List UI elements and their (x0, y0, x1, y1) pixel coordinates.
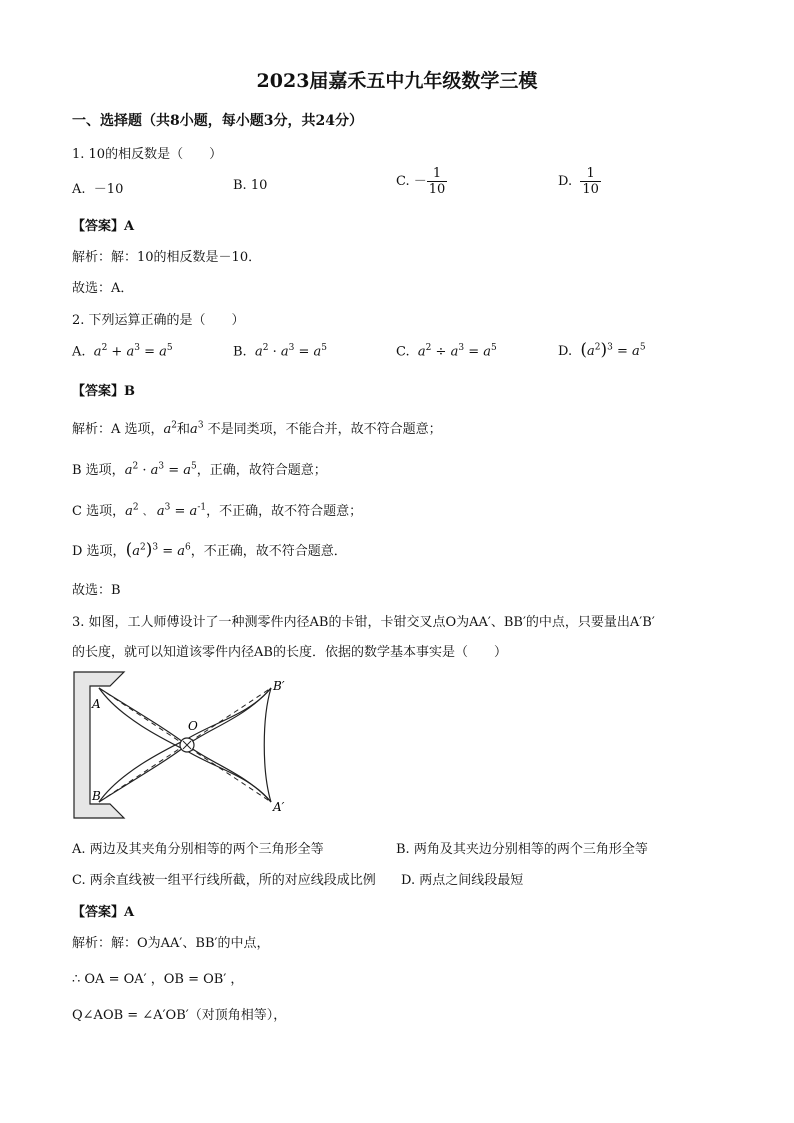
q2-option-b: B. $a^2 \cdot a^3 = a^5$ (233, 343, 328, 360)
q3-line3: Q∠AOB = ∠A′OB′（对顶角相等）， (72, 1008, 287, 1023)
q2-analysis-d: D 选项，$(a^2)^3 = a^6$，不正确，故不符合题意． (72, 540, 347, 560)
page-title: 2023届嘉禾五中九年级数学三模 (256, 70, 538, 92)
q2-analysis-a: 解析：A 选项，$a^2$和$a^3$ 不是同类项，不能合并，故不符合题意； (72, 420, 442, 437)
label-b-prime: B′ (273, 679, 285, 693)
q2-option-d: D. $(a^2)^3 = a^5$ (558, 340, 646, 360)
caliper-figure (70, 668, 300, 828)
q1-choose: 故选：A． (72, 281, 134, 296)
q3-option-d: D. 两点之间线段最短 (401, 873, 524, 888)
q1-stem: 1. 10的相反数是（ ） (72, 147, 223, 162)
q2-analysis-b: B 选项，$a^2 \cdot a^3 = a^5$，正确，故符合题意； (72, 461, 327, 478)
q3-answer: 【答案】A (72, 905, 135, 920)
q1-option-a: A. －10 (72, 182, 124, 197)
q1-option-b: B. 10 (233, 178, 268, 193)
q3-analysis: 解析：解：O为AA′、BB′的中点， (72, 936, 270, 951)
label-a-prime: A′ (273, 800, 285, 814)
q3-line2: ∴ OA = OA′ ，OB = OB′ ， (72, 972, 244, 987)
q1-analysis: 解析：解：10的相反数是－10． (72, 250, 262, 265)
q3-option-c: C. 两余直线被一组平行线所截，所的对应线段成比例 (72, 873, 376, 888)
q2-option-a: A. $a^2 + a^3 = a^5$ (72, 343, 173, 360)
section-heading: 一、选择题（共8小题，每小题3分，共24分） (72, 113, 363, 129)
label-b: B (92, 789, 101, 803)
q3-stem-line1: 3. 如图，工人师傅设计了一种测零件内径AB的卡钳，卡钳交叉点O为AA′、BB′的中点，只要量出A′B′ (72, 615, 655, 630)
label-o: O (188, 719, 198, 733)
q1-option-d: D. $\frac{1}{10}$ (558, 166, 599, 197)
caliper-jaw (264, 688, 271, 802)
q3-stem-line2: 的长度，就可以知道该零件内径AB的长度．依据的数学基本事实是（ ） (72, 645, 507, 660)
q1-answer: 【答案】A (72, 219, 135, 234)
q1-option-c: C. － $\frac{1}{10}$ (396, 166, 446, 197)
label-a: A (92, 697, 101, 711)
q2-analysis-c: C 选项，$a^2$ 、 $a^3 = a^{-1}$，不正确，故不符合题意； (72, 502, 363, 519)
q3-option-b: B. 两角及其夹边分别相等的两个三角形全等 (396, 842, 648, 857)
q2-choose: 故选：B (72, 583, 121, 598)
q2-answer: 【答案】B (72, 384, 135, 399)
q3-option-a: A. 两边及其夹角分别相等的两个三角形全等 (72, 842, 324, 857)
q2-option-c: C. $a^2 \div a^3 = a^5$ (396, 343, 497, 360)
q2-stem: 2. 下列运算正确的是（ ） (72, 313, 245, 328)
